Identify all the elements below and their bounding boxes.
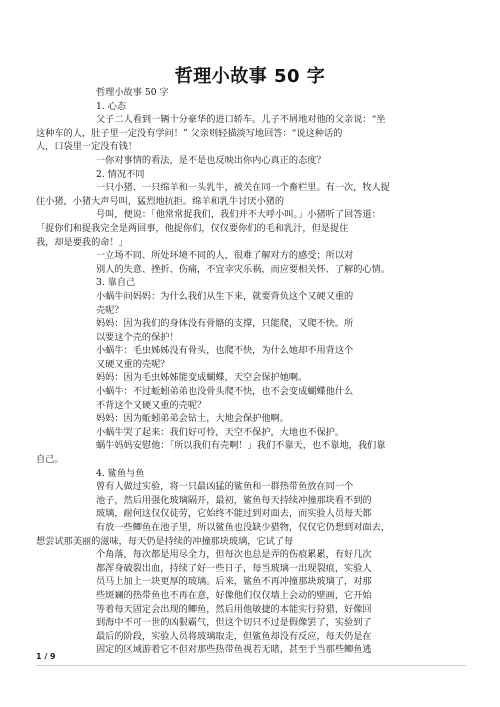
text-line: 有放一些鲫鱼在池子里，所以鲨鱼也没缺少猎物，仅仅它仍想到对面去，: [96, 522, 390, 533]
footer-divider: [36, 665, 466, 666]
text-line: 2. 情况不同: [96, 168, 145, 180]
text-line: 哲理小故事 50 字: [96, 87, 169, 98]
text-line: 壳呢？: [96, 304, 124, 316]
document-body: [36, 86, 468, 657]
text-line: 池子，然后用强化玻璃隔开，最初，鲨鱼每天持续冲撞那块看不到的: [96, 494, 372, 506]
text-line: 妈妈：因为蚯蚓弟弟会钻土，大地会保护他啊。: [96, 413, 289, 425]
page-number: 1 / 9: [36, 652, 56, 661]
text-line: 自己。: [36, 454, 64, 466]
text-line: 想尝试那美丽的滋味，每天仍是持续的冲撞那块玻璃，它试了每: [36, 535, 294, 547]
text-line: 等着每天固定会出现的鲫鱼，然后用他敏捷的本能实行狩猎，好像回: [96, 603, 372, 615]
text-line: 玻璃，耐何这仅仅徒劳，它始终不能过到对面去，而实验人员每天都: [96, 508, 372, 520]
text-line: 到海中不可一世的凶狠霸气，但这个切只不过是假像罢了，实验到了: [96, 617, 372, 629]
text-line: 别人的失意、挫折、伤痛，不宜幸灾乐祸，而应要相关怀、了解的心情。: [96, 263, 390, 275]
text-line: 小蜗牛问妈妈：为什么我们从生下来，就要背负这个又硬又重的: [96, 290, 354, 302]
text-line: 4. 鲨鱼与鱼: [96, 467, 145, 479]
text-line: 人，口袋里一定没有钱！: [36, 141, 138, 153]
text-line: 都浑身破裂出血，持续了好一些日子，每当玻璃一出现裂痕，实验人: [96, 562, 372, 574]
text-line: 妈妈：因为毛虫姊姊能变成蝴蝶，天空会保护她啊。: [96, 372, 308, 384]
text-line: 「捉你们和捉我完全是两回事，他捉你们，仅仅要你们的毛和乳汁，但是捉住: [36, 222, 349, 234]
text-line: 曾有人做过实验，将一只最凶猛的鲨鱼和一群热带鱼放在同一个: [96, 481, 354, 493]
text-line: 一只小猪、一只绵羊和一头乳牛，被关在同一个畜栏里。有一次，牧人捉: [96, 182, 390, 194]
text-line: 3. 靠自己: [96, 277, 136, 289]
text-line: 固定的区域游着它不但对那些热带鱼视若无睹，甚至于当那些鲫鱼逃: [96, 644, 372, 656]
text-line: 最后的阶段，实验人员将玻璃取走，但鲨鱼却没有反应，每天仍是在: [96, 630, 372, 642]
text-line: 这种车的人，肚子里一定没有学问！” 父亲则轻描淡写地回答：“说这种话的: [36, 127, 343, 139]
text-line: 蜗牛妈妈安慰他：「所以我们有壳啊！」我们不靠天，也不靠地，我们靠: [96, 440, 386, 452]
text-line: 住小猪，小猪大声号叫，猛烈地抗拒。绵羊和乳牛讨厌小猪的: [36, 195, 285, 207]
text-line: 以要这个壳的保护！: [96, 331, 179, 343]
text-line: 一立场不同、所处环境不同的人，很难了解对方的感受；所以对: [96, 250, 354, 262]
text-line: 小蜗牛：不过蚯蚓弟弟也没骨头爬不快，也不会变成蝴蝶他什么: [96, 386, 354, 398]
text-line: 个角落，每次都是用尽全力，但每次也总是弄的伤痕累累，有好几次: [96, 549, 372, 561]
text-line: 妈妈：因为我们的身体没有骨骼的支撑，只能爬，又爬不快。所: [96, 318, 354, 330]
text-line: 我，却是要我的命！」: [36, 236, 128, 248]
text-line: 1. 心态: [96, 100, 127, 112]
page-title: 哲理小故事 50 字: [174, 66, 326, 87]
text-line: 些斑斓的热带鱼也不再在意，好像他们仅仅墙上会动的壁画，它开始: [96, 589, 372, 601]
text-line: 员马上加上一块更厚的玻璃。后来，鲨鱼不再冲撞那块玻璃了，对那: [96, 576, 372, 588]
text-line: 一你对事情的看法，是不是也反映出你内心真正的态度？: [96, 154, 326, 166]
text-line: 又硬又重的壳呢？: [96, 358, 170, 370]
text-line: 小蜗牛：毛虫姊姊没有骨头，也爬不快，为什么她却不用背这个: [96, 345, 354, 357]
text-line: 小蜗牛哭了起来：我们好可怜，天空不保护，大地也不保护。: [96, 426, 345, 438]
text-line: 不背这个又硬又重的壳呢？: [96, 399, 207, 411]
text-line: 父子二人看到一辆十分豪华的进口轿车。儿子不屑地对他的父亲说：“坐: [96, 114, 386, 126]
text-line: 号叫，便说：「他常常捉我们，我们并不大呼小叫。」小猪听了回答道：: [96, 209, 381, 221]
